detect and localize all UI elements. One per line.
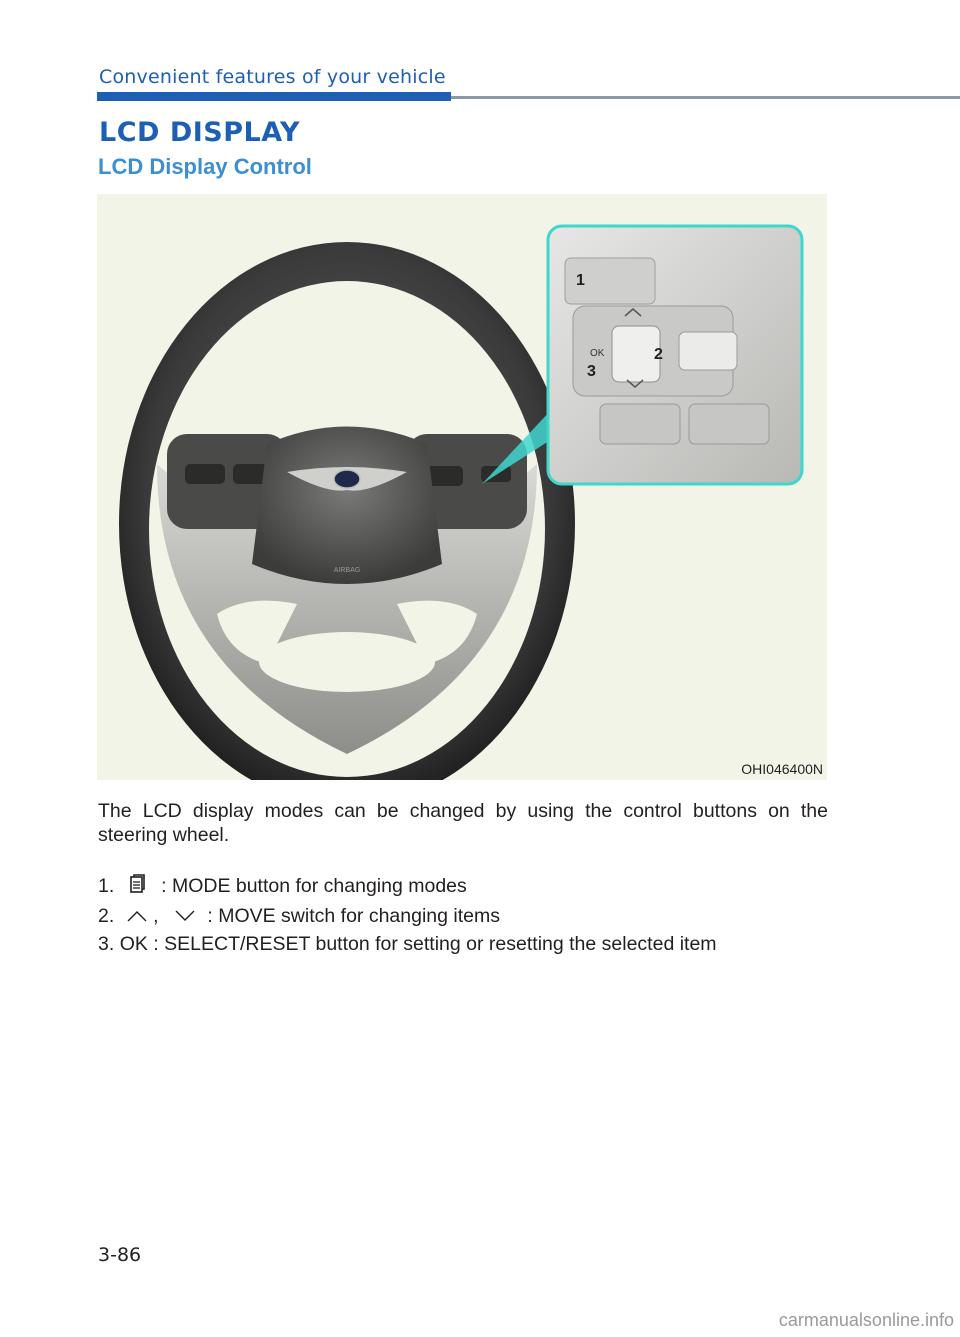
chevron-up-icon bbox=[126, 905, 148, 929]
airbag-hub bbox=[252, 427, 442, 585]
thumb-wheel-zoom bbox=[612, 326, 660, 382]
header-rule bbox=[451, 96, 960, 99]
list-text: : SELECT/RESET button for setting or resetting the selected item bbox=[153, 933, 717, 955]
page-title: LCD DISPLAY bbox=[99, 117, 301, 148]
callout-3: 3 bbox=[587, 363, 596, 380]
figure-code: OHI046400N bbox=[741, 761, 823, 777]
section-header: Convenient features of your vehicle bbox=[99, 66, 446, 88]
list-prefix: OK bbox=[119, 933, 148, 955]
watermark: carmanualsonline.info bbox=[778, 1310, 954, 1330]
page-number: 3-86 bbox=[98, 1244, 142, 1266]
subsection-title: LCD Display Control bbox=[98, 154, 312, 179]
list-item-move bbox=[98, 904, 500, 929]
ok-label: OK bbox=[590, 348, 605, 359]
callout-1: 1 bbox=[576, 272, 585, 289]
list-number: 1. bbox=[98, 875, 115, 898]
list-number: 3. bbox=[98, 933, 115, 955]
spoke-opening bbox=[259, 632, 435, 692]
callout-2: 2 bbox=[654, 346, 663, 363]
list-text: : MOVE switch for changing items bbox=[207, 905, 500, 927]
list-text: : MODE button for changing modes bbox=[161, 875, 467, 898]
list-item-select bbox=[98, 932, 717, 956]
steering-wheel-figure bbox=[97, 194, 827, 780]
steering-wheel-illustration bbox=[97, 194, 827, 780]
intro-paragraph: The LCD display modes can be changed by using the control buttons on the steering wheel. bbox=[98, 800, 828, 846]
airbag-label: AIRBAG bbox=[333, 567, 361, 574]
list-item-mode bbox=[98, 874, 467, 900]
mode-icon bbox=[128, 874, 146, 900]
header-bar bbox=[97, 92, 451, 101]
list-separator: , bbox=[153, 905, 159, 927]
list-number: 2. bbox=[98, 905, 115, 927]
chevron-down-icon bbox=[174, 905, 196, 929]
